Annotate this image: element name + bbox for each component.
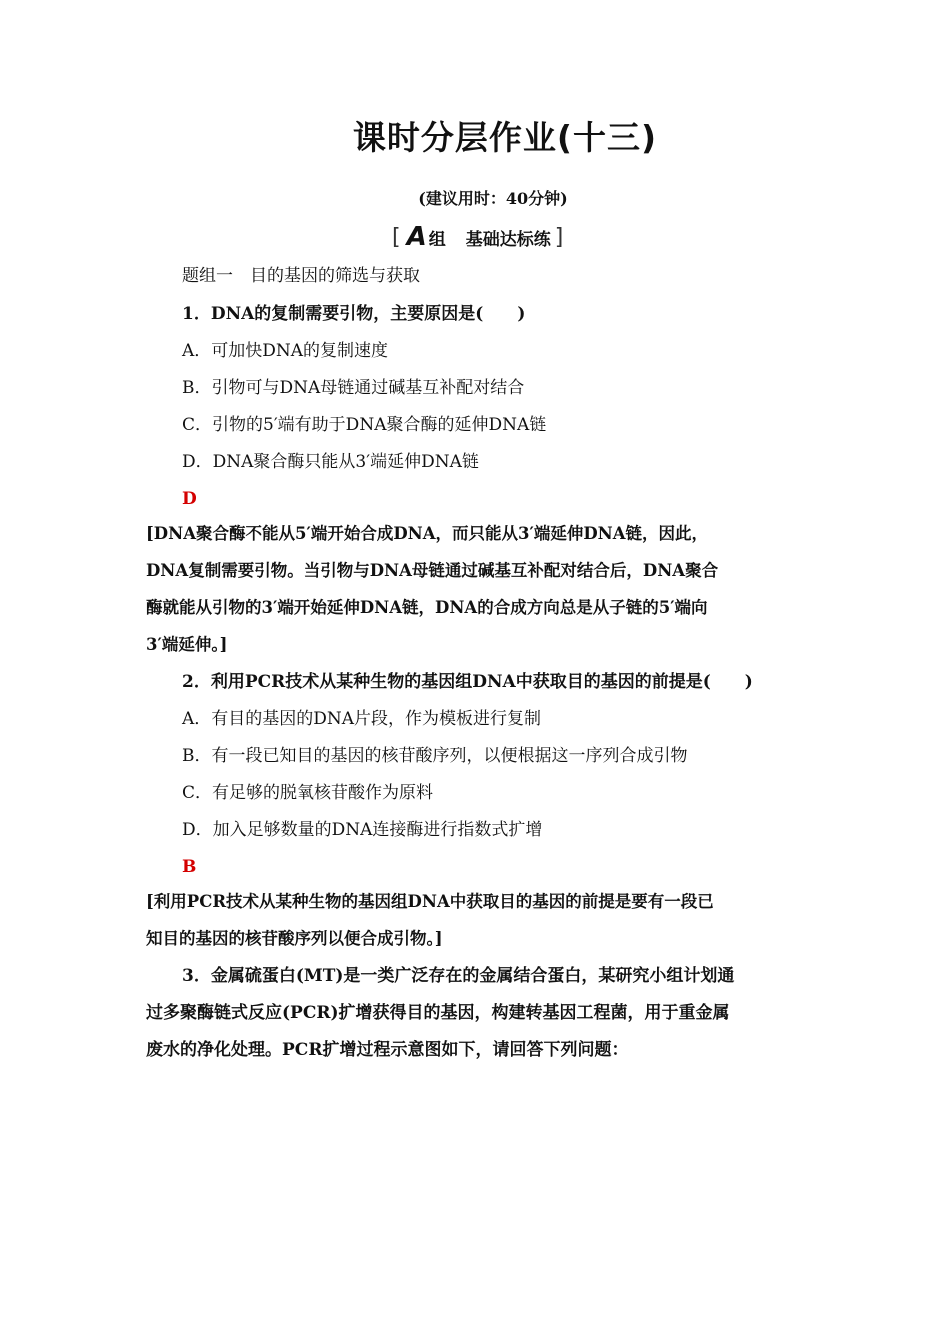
question-1-explanation-line: DNA复制需要引物。当引物与DNA母链通过碱基互补配对结合后，DNA聚合	[146, 561, 719, 580]
question-2-explanation-line: [利用PCR技术从某种生物的基因组DNA中获取目的基因的前提是要有一段已	[146, 892, 714, 911]
question-2-stem: 2．利用PCR技术从某种生物的基因组DNA中获取目的基因的前提是( )	[182, 672, 753, 692]
group-letter: A	[406, 222, 427, 252]
question-3-text-line: 过多聚酶链式反应(PCR)扩增获得目的基因，构建转基因工程菌，用于重金属	[146, 1003, 730, 1023]
question-2-option-b: B．有一段已知目的基因的核苷酸序列，以便根据这一序列合成引物	[182, 746, 688, 766]
question-2-answer: B	[182, 857, 197, 877]
topic-heading: 题组一 目的基因的筛选与获取	[182, 266, 420, 286]
right-bracket: ]	[554, 224, 564, 250]
question-3-text-line: 3．金属硫蛋白(MT)是一类广泛存在的金属结合蛋白，某研究小组计划通	[182, 966, 735, 986]
question-1-option-d: D．DNA聚合酶只能从3′端延伸DNA链	[182, 452, 479, 472]
page-title: 课时分层作业(十三)	[352, 118, 658, 157]
question-1-option-c: C．引物的5′端有助于DNA聚合酶的延伸DNA链	[182, 415, 547, 435]
question-1-explanation-line: [DNA聚合酶不能从5′端开始合成DNA，而只能从3′端延伸DNA链，因此，	[146, 524, 709, 543]
group-title: 基础达标练	[465, 229, 551, 250]
group-a-label	[392, 222, 563, 252]
question-1-stem: 1．DNA的复制需要引物，主要原因是( )	[182, 304, 526, 324]
question-2-option-d: D．加入足够数量的DNA连接酶进行指数式扩增	[182, 820, 543, 840]
question-1-explanation-line: 3′端延伸。]	[146, 635, 228, 654]
question-1-answer: D	[182, 489, 197, 509]
suggested-time: (建议用时：40分钟)	[418, 189, 568, 208]
question-3-text-line: 废水的净化处理。PCR扩增过程示意图如下，请回答下列问题：	[146, 1040, 629, 1060]
question-2-option-a: A．有目的基因的DNA片段，作为模板进行复制	[182, 709, 542, 729]
question-1-option-a: A．可加快DNA的复制速度	[182, 341, 389, 361]
left-bracket: [	[392, 224, 401, 250]
question-2-option-c: C．有足够的脱氧核苷酸作为原料	[182, 783, 434, 803]
question-1-explanation-line: 酶就能从引物的3′端开始延伸DNA链，DNA的合成方向总是从子链的5′端向	[146, 598, 708, 617]
question-1-option-b: B．引物可与DNA母链通过碱基互补配对结合	[182, 378, 525, 398]
question-2-explanation-line: 知目的基因的核苷酸序列以便合成引物。]	[146, 929, 443, 948]
group-name: 组	[428, 229, 446, 250]
